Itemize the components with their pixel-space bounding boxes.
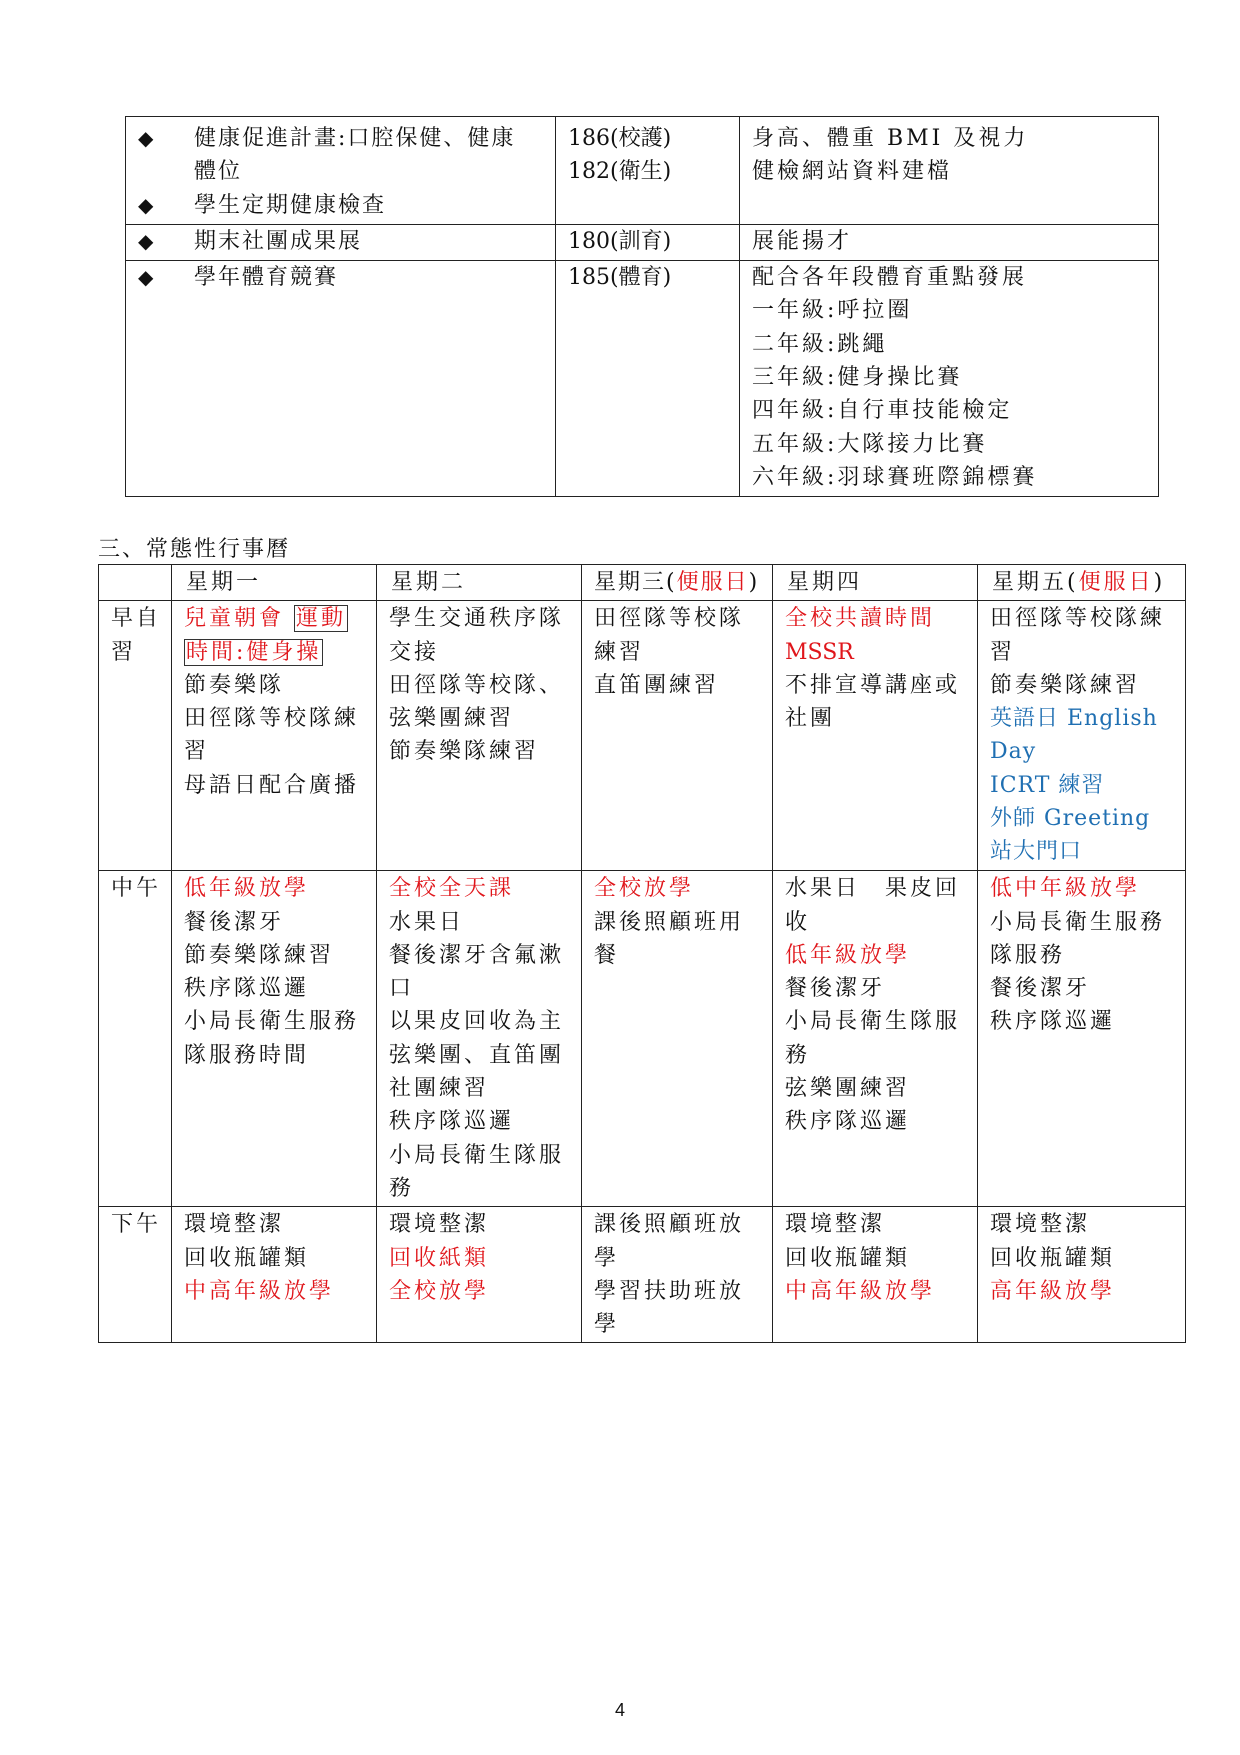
event-text: 全校放學 xyxy=(594,876,695,902)
table-row xyxy=(99,871,1186,1207)
event-text: 小局長衛生服務 xyxy=(990,909,1166,935)
monday-cell xyxy=(172,871,377,1207)
note-text: 展能揚才 xyxy=(752,228,853,254)
event-text: 弦樂團練習 xyxy=(785,1076,911,1102)
note-text: 身高、體重 BMI 及視力 xyxy=(752,126,1029,151)
table-row xyxy=(99,601,1186,871)
event-text: 田徑隊等校隊練 xyxy=(184,706,360,732)
event-text: 水果日 xyxy=(389,909,465,935)
event-text: 學生交通秩序隊 xyxy=(389,606,565,632)
event-text: 秩序隊巡邏 xyxy=(990,1009,1116,1035)
activities-table xyxy=(125,116,1159,497)
event-text: 田徑隊等校隊 xyxy=(594,606,745,632)
header-friday xyxy=(978,565,1186,601)
boxed-event-text: 運動 xyxy=(296,606,347,632)
event-text: 環境整潔 xyxy=(389,1212,490,1238)
diamond-bullet-icon: ◆ xyxy=(138,192,154,217)
event-text: 回收紙類 xyxy=(389,1245,490,1271)
event-text: 學 xyxy=(594,1312,620,1338)
event-text: 習 xyxy=(184,739,210,765)
diamond-bullet-icon: ◆ xyxy=(138,126,154,150)
event-text: MSSR xyxy=(785,639,854,665)
event-text: 母語日配合廣播 xyxy=(184,772,360,798)
thursday-cell xyxy=(773,1207,978,1343)
note-cell xyxy=(740,224,1159,260)
event-text: 英語日 English xyxy=(990,706,1158,732)
event-text: 收 xyxy=(785,909,811,935)
event-text: ICRT 練習 xyxy=(990,772,1105,798)
event-text: 田徑隊等校隊、 xyxy=(389,672,565,698)
friday-cell xyxy=(978,601,1186,871)
event-text: 餐後潔牙含氟漱 xyxy=(389,942,565,968)
header-wednesday xyxy=(582,565,773,601)
activity-text: 健康促進計畫:口腔保健、健康 xyxy=(194,126,516,151)
event-text: 隊服務時間 xyxy=(184,1042,310,1068)
header-text: 星期二 xyxy=(391,570,467,595)
header-row xyxy=(99,565,1186,601)
note-text: 一年級:呼拉圈 xyxy=(752,298,913,324)
event-text: 全校全天課 xyxy=(389,876,515,902)
thursday-cell xyxy=(773,601,978,871)
event-text: 環境整潔 xyxy=(184,1212,285,1238)
note-text: 配合各年段體育重點發展 xyxy=(752,265,1028,291)
event-text: 練習 xyxy=(594,639,645,665)
header-text: 星期一 xyxy=(186,570,262,595)
section-title: 三、常態性行事曆 xyxy=(98,537,291,562)
note-text: 三年級:健身操比賽 xyxy=(752,365,963,391)
row-label xyxy=(99,1207,172,1343)
event-text: 餐後潔牙 xyxy=(990,976,1091,1002)
note-text: 六年級:羽球賽班際錦標賽 xyxy=(752,464,1038,490)
event-text: 全校放學 xyxy=(389,1278,490,1304)
event-text: 低年級放學 xyxy=(785,942,911,968)
friday-cell xyxy=(978,871,1186,1207)
event-text: 務 xyxy=(785,1042,811,1068)
event-text: 務 xyxy=(389,1175,415,1201)
event-text: 直笛團練習 xyxy=(594,672,720,698)
table-row xyxy=(99,1207,1186,1343)
row-label-text: 習 xyxy=(111,639,137,665)
header-text: 星期五( xyxy=(992,570,1079,595)
event-text: 環境整潔 xyxy=(990,1212,1091,1238)
event-text: 社團 xyxy=(785,706,836,732)
event-text: 餐 xyxy=(594,942,620,968)
event-text: 小局長衛生隊服 xyxy=(389,1142,565,1168)
event-text: 以果皮回收為主 xyxy=(389,1009,565,1035)
event-text: 節奏樂隊練習 xyxy=(990,672,1141,698)
header-thursday xyxy=(773,565,978,601)
activity-cell xyxy=(126,224,556,260)
tuesday-cell xyxy=(377,601,582,871)
wednesday-cell xyxy=(582,871,773,1207)
thursday-cell xyxy=(773,871,978,1207)
boxed-event-text: 時間:健身操 xyxy=(186,639,322,665)
event-text: 兒童朝會 xyxy=(184,606,285,632)
friday-cell xyxy=(978,1207,1186,1343)
table-row xyxy=(126,224,1159,260)
note-text: 四年級:自行車技能檢定 xyxy=(752,398,1013,424)
diamond-bullet-icon: ◆ xyxy=(138,228,154,253)
event-text: 回收瓶罐類 xyxy=(990,1245,1116,1271)
casual-day-label: 便服日 xyxy=(676,570,749,595)
monday-cell xyxy=(172,1207,377,1343)
event-text: 外師 Greeting xyxy=(990,806,1151,832)
header-text: 星期四 xyxy=(787,570,863,595)
row-label xyxy=(99,601,172,871)
event-text: 餐後潔牙 xyxy=(785,976,886,1002)
event-text: 全校共讀時間 xyxy=(785,606,936,632)
note-text: 二年級:跳繩 xyxy=(752,331,888,357)
row-label-text: 早自 xyxy=(111,606,162,632)
table-row xyxy=(126,117,1159,225)
event-text: 隊服務 xyxy=(990,942,1066,968)
tuesday-cell xyxy=(377,871,582,1207)
header-cell-empty xyxy=(99,565,172,601)
note-text: 健檢網站資料建檔 xyxy=(752,159,953,185)
extension-text: 185(體育) xyxy=(568,265,672,291)
row-label-text: 下午 xyxy=(111,1212,162,1238)
event-text: 中高年級放學 xyxy=(785,1278,936,1304)
event-text: 口 xyxy=(389,976,415,1002)
tuesday-cell xyxy=(377,1207,582,1343)
activity-cell xyxy=(126,117,556,225)
event-text: 秩序隊巡邏 xyxy=(184,976,310,1002)
event-text: 學 xyxy=(594,1245,620,1271)
event-text: 弦樂團練習 xyxy=(389,706,515,732)
note-cell xyxy=(740,261,1159,497)
activity-text: 體位 xyxy=(194,159,243,185)
schedule-table xyxy=(98,564,1186,1343)
header-text: ) xyxy=(1153,570,1166,595)
event-text: 回收瓶罐類 xyxy=(184,1245,310,1271)
extension-text: 186(校護) xyxy=(568,126,672,151)
event-text: 秩序隊巡邏 xyxy=(389,1109,515,1135)
row-label-text: 中午 xyxy=(111,876,162,902)
activity-text: 期末社團成果展 xyxy=(194,228,363,254)
header-monday xyxy=(172,565,377,601)
note-text: 五年級:大隊接力比賽 xyxy=(752,431,988,457)
event-text: 環境整潔 xyxy=(785,1212,886,1238)
event-text: 節奏樂隊 xyxy=(184,672,285,698)
event-text: 節奏樂隊練習 xyxy=(184,942,335,968)
page-number: 4 xyxy=(614,1700,625,1720)
extension-cell xyxy=(556,224,740,260)
activity-cell xyxy=(126,261,556,497)
event-text: 交接 xyxy=(389,639,440,665)
header-tuesday xyxy=(377,565,582,601)
event-text: 中高年級放學 xyxy=(184,1278,335,1304)
header-text: 星期三( xyxy=(594,570,677,595)
event-text: 低年級放學 xyxy=(184,876,310,902)
event-text: 回收瓶罐類 xyxy=(785,1245,911,1271)
event-text: 田徑隊等校隊練 xyxy=(990,606,1166,632)
event-text: 高年級放學 xyxy=(990,1278,1116,1304)
note-cell xyxy=(740,117,1159,225)
wednesday-cell xyxy=(582,601,773,871)
table-row xyxy=(126,261,1159,497)
event-text: 課後照顧班用 xyxy=(594,909,745,935)
event-text: 課後照顧班放 xyxy=(594,1212,745,1238)
extension-text: 180(訓育) xyxy=(568,228,672,254)
event-text: 不排宣導講座或 xyxy=(785,672,961,698)
header-text: ) xyxy=(748,570,760,595)
casual-day-label: 便服日 xyxy=(1078,570,1154,595)
event-text: 習 xyxy=(990,639,1016,665)
event-text: 秩序隊巡邏 xyxy=(785,1109,911,1135)
extension-cell xyxy=(556,261,740,497)
event-text: 社團練習 xyxy=(389,1076,490,1102)
event-text: 學習扶助班放 xyxy=(594,1278,745,1304)
diamond-bullet-icon: ◆ xyxy=(138,265,154,290)
event-text: 小局長衛生隊服 xyxy=(785,1009,961,1035)
activity-text: 學年體育競賽 xyxy=(194,265,339,291)
wednesday-cell xyxy=(582,1207,773,1343)
event-text: 弦樂團、直笛團 xyxy=(389,1042,565,1068)
event-text: 餐後潔牙 xyxy=(184,909,285,935)
row-label xyxy=(99,871,172,1207)
activity-text: 學生定期健康檢查 xyxy=(194,192,387,218)
monday-cell xyxy=(172,601,377,871)
event-text: 節奏樂隊練習 xyxy=(389,739,540,765)
event-text: 低中年級放學 xyxy=(990,876,1141,902)
event-text: 小局長衛生服務 xyxy=(184,1009,360,1035)
event-text: 水果日 果皮回 xyxy=(785,876,961,902)
extension-text: 182(衛生) xyxy=(568,159,672,185)
extension-cell xyxy=(556,117,740,225)
event-text: 站大門口 xyxy=(990,839,1083,865)
event-text: Day xyxy=(990,739,1037,765)
